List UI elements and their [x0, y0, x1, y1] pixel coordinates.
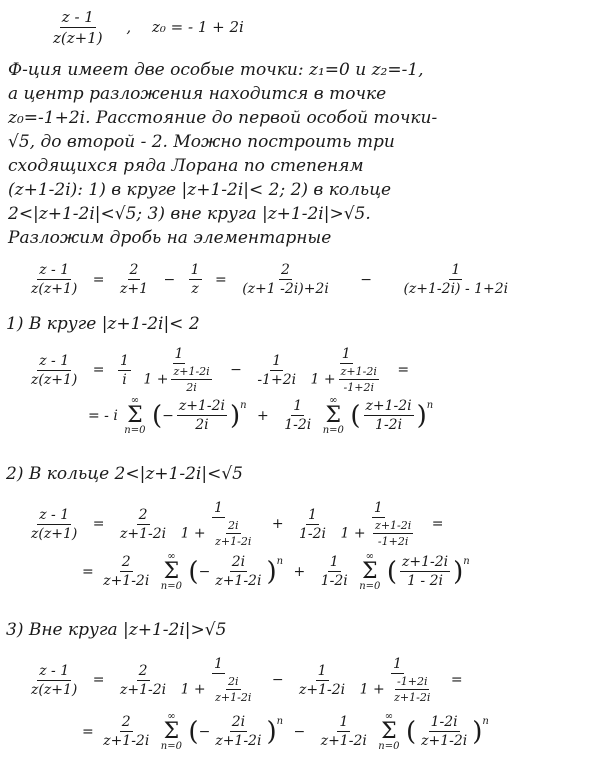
section-1-series: = - i ∞ Σ n=0 (− $\frac{z+1-2i}{2i}$ )$^n$ + $\frac{1}{1-2i}$ ∞ Σ n=0 ( $\frac{z+1-2i}{1-2i}$ )$^n$ [88, 395, 434, 436]
text-line-5: сходящихся ряда Лорана по степеням [8, 156, 364, 176]
section-1-heading: 1) В круге |z+1-2i|< 2 [6, 314, 200, 334]
expansion-center: z₀ = - 1 + 2i [151, 17, 244, 36]
sum-symbol: ∞ Σ n=0 [322, 395, 344, 436]
sum-symbol: ∞ Σ n=0 [359, 551, 381, 592]
text-line-7: 2<|z+1-2i|<√5; 3) вне круга |z+1-2i|>√5. [8, 204, 371, 224]
section-3-heading: 3) Вне круга |z+1-2i|>√5 [6, 620, 227, 640]
function-definition: $\frac{z - 1}{z(z+1)}$ , z₀ = - 1 + 2i [53, 8, 244, 47]
section-2-line-1: $\frac{z - 1}{z(z+1)}$ = $\frac{2}{z+1-2i}$ 1 1 + $\frac{2i}{z+1-2i}$ + $\frac{1}{1-2i}$ 1 1 + $\frac{z+1-2i}{-1+2i}$ = [31, 500, 444, 548]
section-1-line-1: $\frac{z - 1}{z(z+1)}$ = $\frac{1}{i}$ 1 1 + $\frac{z+1-2i}{2i}$ − $\frac{1}{-1+2i}$ 1 1 + $\frac{z+1-2i}{-1+2i}$ = [31, 346, 410, 394]
section-3-line-1: $\frac{z - 1}{z(z+1)}$ = $\frac{2}{z+1-2i}$ 1 1 + $\frac{2i}{z+1-2i}$ − $\frac{1}{z+1-2i}$ 1 1 + $\frac{-1+2i}{z+1-2i}$ = [31, 656, 463, 704]
text-line-3: z₀=-1+2i. Расстояние до первой особой точки- [8, 108, 438, 128]
sum-symbol: ∞ Σ n=0 [124, 395, 146, 436]
text-line-8: Разложим дробь на элементарные [8, 228, 332, 248]
sum-symbol: ∞ Σ n=0 [378, 711, 400, 752]
section-2-series: = $\frac{2}{z+1-2i}$ ∞ Σ n=0 (− $\frac{2i}{z+1-2i}$ )$^n$ + $\frac{1}{1-2i}$ ∞ Σ n=0 ( $\frac{z+1-2i}{1 - 2i}$ )$^n$ [82, 551, 470, 592]
section-2-heading: 2) В кольце 2<|z+1-2i|<√5 [6, 464, 243, 484]
text-line-6: (z+1-2i): 1) в круге |z+1-2i|< 2; 2) в кольце [8, 180, 392, 200]
partial-fraction-decomposition: $\frac{z - 1}{z(z+1)}$ = $\frac{2}{z+1}$ − $\frac{1}{z}$ = $\frac{2}{(z+1 -2i)+2i}$ − $\frac{1}{(z+1-2i) - 1+2i}$ [31, 262, 509, 297]
text-line-2: а центр разложения находится в точке [8, 84, 387, 104]
sum-symbol: ∞ Σ n=0 [160, 711, 182, 752]
section-3-series: = $\frac{2}{z+1-2i}$ ∞ Σ n=0 (− $\frac{2i}{z+1-2i}$ )$^n$ − $\frac{1}{z+1-2i}$ ∞ Σ n=0 ( $\frac{1-2i}{z+1-2i}$ )$^n$ [82, 711, 489, 752]
sum-symbol: ∞ Σ n=0 [160, 551, 182, 592]
text-line-4: √5, до второй - 2. Можно построить три [8, 132, 395, 152]
text-line-1: Ф-ция имеет две особые точки: z₁=0 и z₂=-1, [8, 60, 424, 80]
